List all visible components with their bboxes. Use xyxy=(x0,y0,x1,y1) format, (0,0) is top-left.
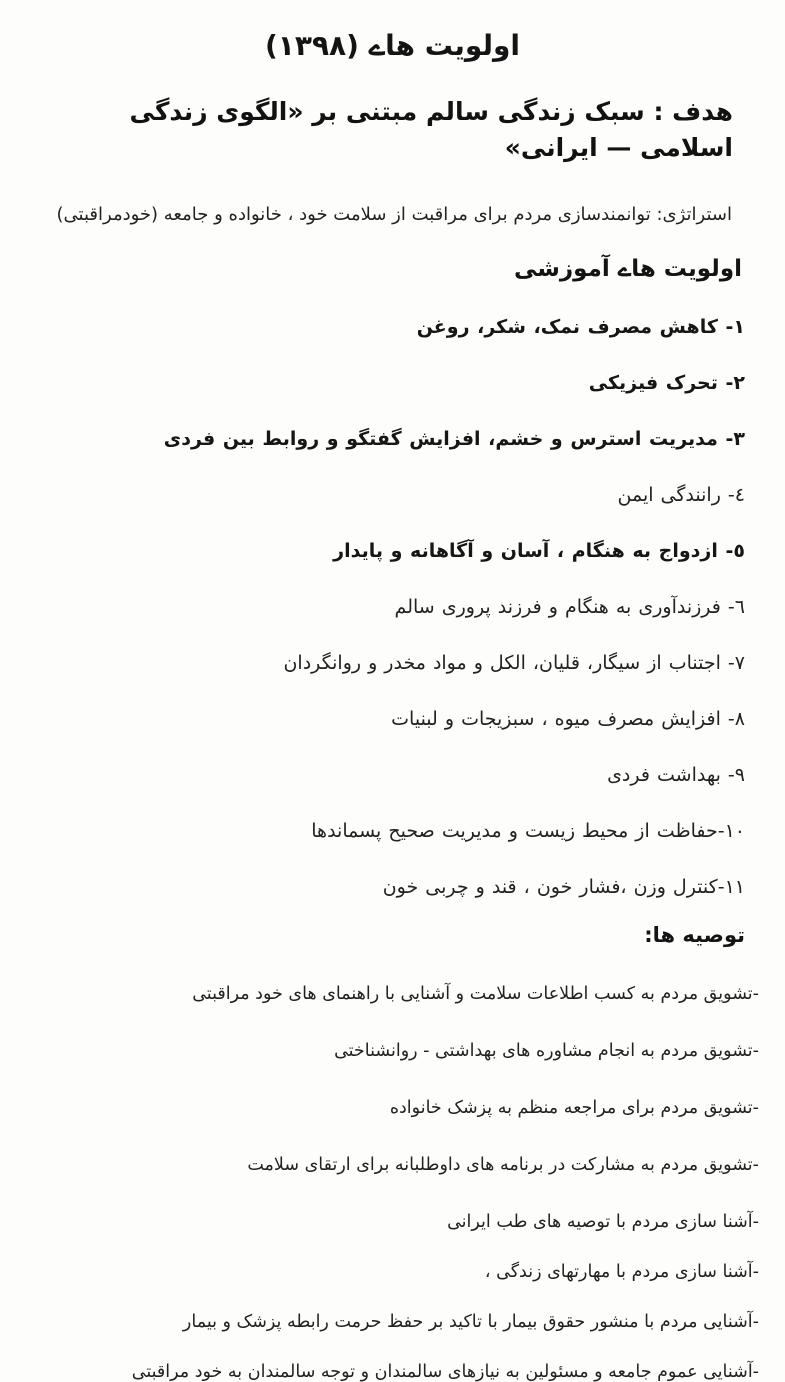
goal-heading: هدف : سبک زندگی سالم مبتنی بر «الگوی زندگی اسلامی — ایرانی» xyxy=(129,97,733,162)
priority-item: ٤- رانندگی ایمن xyxy=(617,484,745,506)
priority-item: ٨- افزایش مصرف میوه ، سبزیجات و لبنیات xyxy=(391,708,745,730)
priority-item: ۳- مدیریت استرس و خشم، افزایش گفتگو و روابط بین فردی xyxy=(163,428,745,450)
priority-item: ٩- بهداشت فردی xyxy=(607,764,745,786)
priority-item: ۲- تحرک فیزیکی xyxy=(588,372,745,394)
recommendation-item: -آشنایی مردم با منشور حقوق بیمار با تاکید بر حفظ حرمت رابطه پزشک و بیمار xyxy=(182,1312,759,1332)
priority-item: ۱- کاهش مصرف نمک، شکر، روغن xyxy=(416,316,745,338)
recommendations-heading: توصیه ها: xyxy=(644,923,745,947)
priority-item: ٧- اجتناب از سیگار، قلیان، الکل و مواد مخدر و روانگردان xyxy=(283,652,745,674)
priorities-list xyxy=(40,314,745,901)
recommendation-item: -آشنا سازی مردم با مهارتهای زندگی ، xyxy=(484,1262,759,1282)
priority-item: ٥- ازدواج به هنگام ، آسان و آگاهانه و پایدار xyxy=(333,540,745,562)
recommendation-item: -تشویق مردم به انجام مشاوره های بهداشتی - روانشناختی xyxy=(334,1041,759,1061)
priority-item: ۱۰-حفاظت از محیط زیست و مدیریت صحیح پسماندها xyxy=(311,820,745,842)
priority-item: ۱۱-کنترل وزن ،فشار خون ، قند و چربی خون xyxy=(382,876,745,898)
recommendation-item: -تشویق مردم به مشارکت در برنامه های داوطلبانه برای ارتقای سلامت xyxy=(247,1155,759,1175)
recommendation-item: -آشنایی عموم جامعه و مسئولین به نیازهای سالمندان و توجه سالمندان به خود مراقبتی xyxy=(131,1362,759,1382)
strategy-line: استراتژی: توانمندسازی مردم برای مراقبت از سلامت خود ، خانواده و جامعه (خودمراقبتی) xyxy=(56,204,732,225)
recommendations-list xyxy=(40,982,759,1382)
recommendation-item: -تشویق مردم به کسب اطلاعات سلامت و آشنایی با راهنمای های خود مراقبتی xyxy=(192,984,759,1004)
priority-item: ٦- فرزندآوری به هنگام و فرزند پروری سالم xyxy=(394,596,745,618)
priorities-heading: اولویت هاے آموزشی xyxy=(514,256,742,282)
recommendation-item: -تشویق مردم برای مراجعه منظم به پزشک خانواده xyxy=(389,1098,759,1118)
recommendation-item: -آشنا سازی مردم با توصیه های طب ایرانی xyxy=(447,1212,759,1232)
document-title: اولویت هاے (۱۳۹۸) xyxy=(264,29,520,62)
